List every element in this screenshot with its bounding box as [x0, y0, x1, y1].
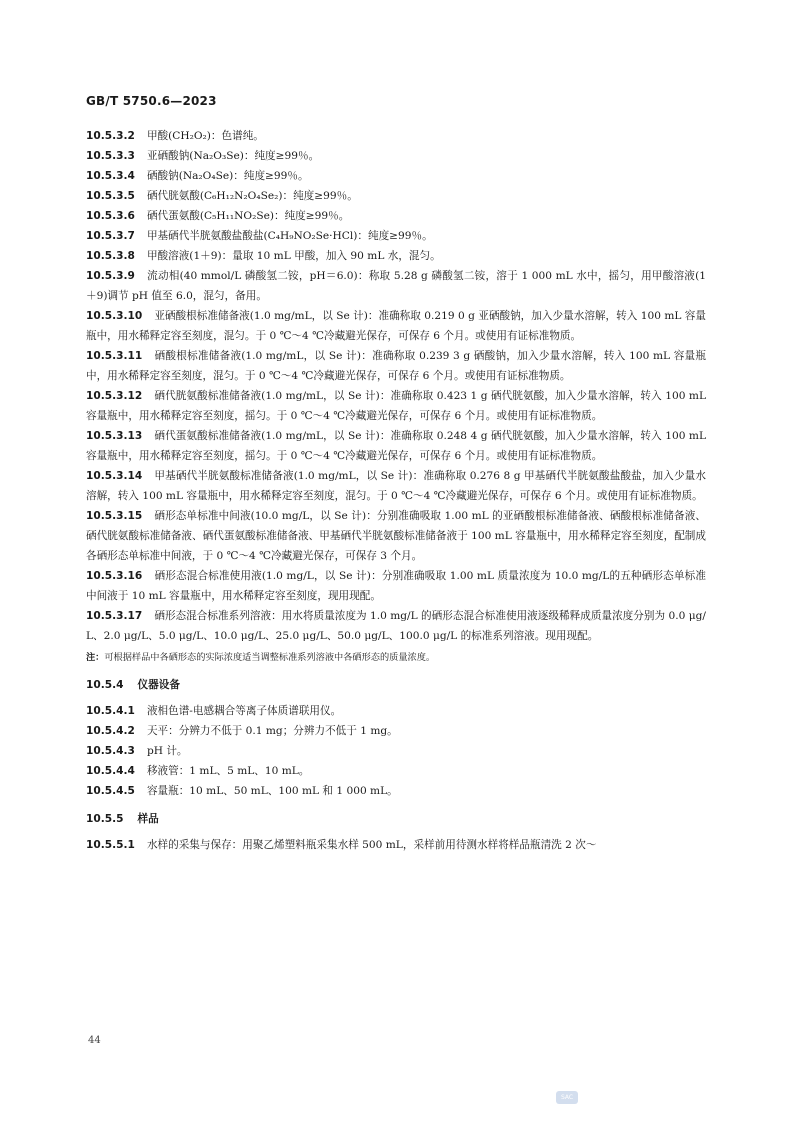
- clause-number: 10.5.4.3: [86, 745, 135, 757]
- clause-paragraph: [86, 266, 706, 306]
- clause-paragraph: [86, 466, 706, 506]
- clause-text: 硒酸钠(Na₂O₄Se)：纯度≥99％。: [146, 170, 309, 182]
- clause-number: 10.5.5.1: [86, 839, 135, 851]
- clause-paragraph: [86, 306, 706, 346]
- sample-list: [86, 835, 706, 855]
- clause-text: 甲酸(CH₂O₂)：色谱纯。: [146, 130, 264, 142]
- clause-number: 10.5.3.7: [86, 230, 135, 242]
- clause-text: 移液管：1 mL、5 mL、10 mL。: [146, 765, 310, 777]
- note-label: 注：: [86, 652, 105, 663]
- clause-text: 硒形态单标准中间液(10.0 mg/L，以 Se 计)：分别准确吸取 1.00 mL 的亚硒酸根标准储备液、硒酸根标准储备液、硒代胱氨酸标准储备液、硒代蛋氨酸标准储备液、甲基硒代半胱氨酸标准储备液于 100 mL 容量瓶中，用水稀释定容至刻度，配制成各硒形态单标准中间液，于 0 ℃～4 ℃冷藏避光保存，可保存 3 个月。: [86, 510, 706, 562]
- clause-number: 10.5.3.10: [86, 310, 143, 322]
- standard-code-header: GB/T 5750.6—2023: [86, 94, 217, 108]
- clause-paragraph: [86, 426, 706, 466]
- clause-text: 容量瓶：10 mL、50 mL、100 mL 和 1 000 mL。: [146, 785, 398, 797]
- clause-paragraph: [86, 835, 706, 855]
- clause-text: 水样的采集与保存：用聚乙烯塑料瓶采集水样 500 mL，采样前用待测水样将样品瓶清洗 2 次～: [146, 839, 597, 851]
- clause-number: 10.5.3.8: [86, 250, 135, 262]
- clause-text: 硒代胱氨酸标准储备液(1.0 mg/mL，以 Se 计)：准确称取 0.423 1 g 硒代胱氨酸，加入少量水溶解，转入 100 mL 容量瓶中，用水稀释定容至刻度，摇匀。于 0 ℃～4 ℃冷藏避光保存，可保存 6 个月。或使用有证标准物质。: [86, 390, 706, 422]
- clause-paragraph: [86, 761, 706, 781]
- clause-paragraph: [86, 246, 706, 266]
- clause-number: 10.5.3.17: [86, 610, 143, 622]
- clause-paragraph: [86, 701, 706, 721]
- clause-text: 甲基硒代半胱氨酸标准储备液(1.0 mg/mL，以 Se 计)：准确称取 0.276 8 g 甲基硒代半胱氨酸盐酸盐，加入少量水溶解，转入 100 mL 容量瓶中，用水稀释定容至刻度，混匀。于 0 ℃～4 ℃冷藏避光保存，可保存 6 个月。或使用有证标准物质。: [86, 470, 706, 502]
- clause-text: 甲基硒代半胱氨酸盐酸盐(C₄H₉NO₂Se·HCl)：纯度≥99％。: [146, 230, 433, 242]
- clause-text: pH 计。: [146, 745, 188, 757]
- clause-number: 10.5.3.16: [86, 570, 143, 582]
- section-heading-instruments: [86, 675, 706, 695]
- clause-number: 10.5.3.4: [86, 170, 135, 182]
- clause-paragraph: [86, 506, 706, 566]
- clause-number: 10.5.3.2: [86, 130, 135, 142]
- section-title: 仪器设备: [137, 679, 180, 691]
- section-heading-samples: [86, 809, 706, 829]
- page-number: 44: [88, 1035, 101, 1046]
- clause-number: 10.5.3.6: [86, 210, 135, 222]
- clause-paragraph: [86, 741, 706, 761]
- clause-text: 硒形态混合标准系列溶液：用水将质量浓度为 1.0 mg/L 的硒形态混合标准使用液逐级稀释成质量浓度分别为 0.0 μg/L、2.0 μg/L、5.0 μg/L、10.0 μg/L、25.0 μg/L、50.0 μg/L、100.0 μg/L 的标准系列溶液。现用现配。: [86, 610, 706, 642]
- clause-paragraph: [86, 126, 706, 146]
- clause-paragraph: [86, 346, 706, 386]
- clause-paragraph: [86, 206, 706, 226]
- clause-number: 10.5.3.13: [86, 430, 143, 442]
- clause-number: 10.5.4.2: [86, 725, 135, 737]
- clause-text: 天平：分辨力不低于 0.1 mg；分辨力不低于 1 mg。: [146, 725, 398, 737]
- clause-number: 10.5.3.14: [86, 470, 143, 482]
- clause-text: 亚硒酸钠(Na₂O₃Se)：纯度≥99％。: [146, 150, 320, 162]
- section-number: 10.5.5: [86, 813, 124, 825]
- note-text: 可根据样品中各硒形态的实际浓度适当调整标准系列溶液中各硒形态的质量浓度。: [104, 652, 436, 663]
- clause-text: 液相色谱-电感耦合等离子体质谱联用仪。: [146, 705, 342, 717]
- clause-number: 10.5.3.5: [86, 190, 135, 202]
- clause-text: 硒代蛋氨酸标准储备液(1.0 mg/mL，以 Se 计)：准确称取 0.248 4 g 硒代胱氨酸，加入少量水溶解，转入 100 mL 容量瓶中，用水稀释定容至刻度，摇匀。于 0 ℃～4 ℃冷藏避光保存，可保存 6 个月。或使用有证标准物质。: [86, 430, 706, 462]
- clause-number: 10.5.3.9: [86, 270, 135, 282]
- clause-paragraph: [86, 386, 706, 426]
- page-content: [86, 126, 706, 855]
- clause-paragraph: [86, 186, 706, 206]
- clause-text: 亚硒酸根标准储备液(1.0 mg/mL，以 Se 计)：准确称取 0.219 0 g 亚硒酸钠，加入少量水溶解，转入 100 mL 容量瓶中，用水稀释定容至刻度，混匀。于 0 ℃～4 ℃冷藏避光保存，可保存 6 个月。或使用有证标准物质。: [86, 310, 706, 342]
- clause-paragraph: [86, 606, 706, 646]
- section-title: 样品: [137, 813, 159, 825]
- reagent-list: [86, 126, 706, 646]
- clause-text: 流动相(40 mmol/L 磷酸氢二铵，pH＝6.0)：称取 5.28 g 磷酸氢二铵，溶于 1 000 mL 水中，摇匀，用甲酸溶液(1＋9)调节 pH 值至 6.0，混匀，备用。: [86, 270, 706, 302]
- clause-number: 10.5.4.5: [86, 785, 135, 797]
- clause-text: 硒形态混合标准使用液(1.0 mg/L，以 Se 计)：分别准确吸取 1.00 mL 质量浓度为 10.0 mg/L的五种硒形态单标准中间液于 10 mL 容量瓶中，用水稀释定容至刻度，现用现配。: [86, 570, 706, 602]
- clause-number: 10.5.4.1: [86, 705, 135, 717]
- section-number: 10.5.4: [86, 679, 124, 691]
- instrument-list: [86, 701, 706, 801]
- clause-paragraph: [86, 166, 706, 186]
- clause-paragraph: [86, 566, 706, 606]
- clause-paragraph: [86, 781, 706, 801]
- note: [86, 649, 706, 667]
- publisher-watermark-logo: SAC: [556, 1091, 578, 1104]
- clause-number: 10.5.3.12: [86, 390, 143, 402]
- clause-text: 硒代胱氨酸(C₆H₁₂N₂O₄Se₂)：纯度≥99％。: [146, 190, 358, 202]
- clause-number: 10.5.3.11: [86, 350, 143, 362]
- clause-text: 甲酸溶液(1＋9)：量取 10 mL 甲酸，加入 90 mL 水，混匀。: [146, 250, 441, 262]
- clause-paragraph: [86, 721, 706, 741]
- clause-number: 10.5.3.15: [86, 510, 143, 522]
- clause-text: 硒酸根标准储备液(1.0 mg/mL，以 Se 计)：准确称取 0.239 3 g 硒酸钠，加入少量水溶解，转入 100 mL 容量瓶中，用水稀释定容至刻度，混匀。于 0 ℃～4 ℃冷藏避光保存，可保存 6 个月。或使用有证标准物质。: [86, 350, 706, 382]
- clause-paragraph: [86, 146, 706, 166]
- clause-paragraph: [86, 226, 706, 246]
- clause-number: 10.5.3.3: [86, 150, 135, 162]
- clause-text: 硒代蛋氨酸(C₅H₁₁NO₂Se)：纯度≥99％。: [146, 210, 350, 222]
- clause-number: 10.5.4.4: [86, 765, 135, 777]
